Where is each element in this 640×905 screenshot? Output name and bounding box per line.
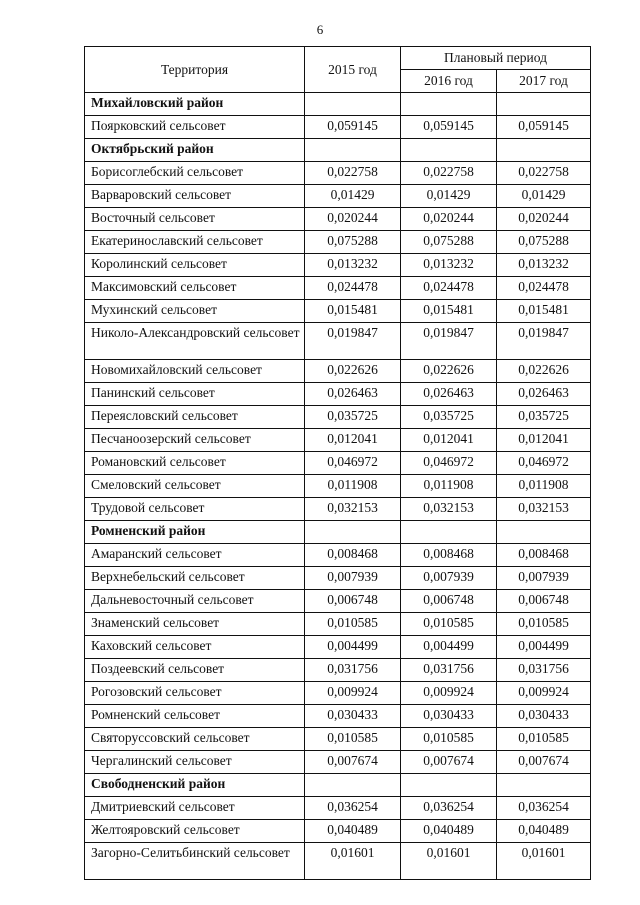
value-2017: 0,022626 (497, 360, 591, 383)
header-year-2016: 2016 год (401, 70, 497, 93)
value-2016: 0,030433 (401, 705, 497, 728)
value-2015: 0,036254 (305, 797, 401, 820)
value-2016: 0,006748 (401, 590, 497, 613)
value-2016: 0,046972 (401, 452, 497, 475)
value-2015: 0,004499 (305, 636, 401, 659)
table-row (85, 429, 591, 452)
value-2016: 0,031756 (401, 659, 497, 682)
value-2017: 0,01601 (497, 843, 591, 880)
table-row (85, 231, 591, 254)
table-row (85, 843, 591, 880)
territory-name: Трудовой сельсовет (85, 498, 305, 521)
territory-name: Поярковский сельсовет (85, 116, 305, 139)
value-2015: 0,007939 (305, 567, 401, 590)
territory-name: Дальневосточный сельсовет (85, 590, 305, 613)
table-row (85, 590, 591, 613)
territory-name: Загорно-Селитьбинский сельсовет (85, 843, 305, 880)
region-name: Михайловский район (85, 93, 305, 116)
value-2015: 0,013232 (305, 254, 401, 277)
territory-name: Каховский сельсовет (85, 636, 305, 659)
territory-name: Мухинский сельсовет (85, 300, 305, 323)
region-row (85, 93, 591, 116)
table-row (85, 820, 591, 843)
value-2016: 0,022626 (401, 360, 497, 383)
table-row (85, 452, 591, 475)
value-2015: 0,01429 (305, 185, 401, 208)
empty-cell (401, 521, 497, 544)
value-2017: 0,020244 (497, 208, 591, 231)
empty-cell (497, 139, 591, 162)
value-2016: 0,009924 (401, 682, 497, 705)
value-2016: 0,010585 (401, 728, 497, 751)
value-2016: 0,007939 (401, 567, 497, 590)
value-2015: 0,032153 (305, 498, 401, 521)
value-2015: 0,022758 (305, 162, 401, 185)
territory-name: Новомихайловский сельсовет (85, 360, 305, 383)
territory-name: Чергалинский сельсовет (85, 751, 305, 774)
territory-name: Переясловский сельсовет (85, 406, 305, 429)
region-row (85, 774, 591, 797)
header-territory: Территория (85, 47, 305, 93)
table-row (85, 544, 591, 567)
table-row (85, 498, 591, 521)
table-row (85, 300, 591, 323)
page-number: 6 (316, 22, 324, 37)
empty-cell (497, 93, 591, 116)
value-2016: 0,015481 (401, 300, 497, 323)
table-row (85, 567, 591, 590)
value-2016: 0,019847 (401, 323, 497, 360)
table-row (85, 797, 591, 820)
value-2015: 0,006748 (305, 590, 401, 613)
empty-cell (401, 93, 497, 116)
territory-name: Восточный сельсовет (85, 208, 305, 231)
table-header-row (85, 47, 591, 70)
table-row (85, 383, 591, 406)
header-planned-period: Плановый период (401, 47, 591, 70)
value-2017: 0,007674 (497, 751, 591, 774)
value-2017: 0,015481 (497, 300, 591, 323)
table-row (85, 254, 591, 277)
table-row (85, 682, 591, 705)
value-2017: 0,008468 (497, 544, 591, 567)
value-2016: 0,013232 (401, 254, 497, 277)
value-2015: 0,010585 (305, 728, 401, 751)
value-2015: 0,012041 (305, 429, 401, 452)
empty-cell (497, 521, 591, 544)
value-2016: 0,036254 (401, 797, 497, 820)
header-year-2017: 2017 год (497, 70, 591, 93)
empty-cell (305, 93, 401, 116)
value-2016: 0,01429 (401, 185, 497, 208)
value-2016: 0,024478 (401, 277, 497, 300)
table-row (85, 705, 591, 728)
territory-name: Амаранский сельсовет (85, 544, 305, 567)
region-row (85, 139, 591, 162)
value-2015: 0,019847 (305, 323, 401, 360)
value-2016: 0,012041 (401, 429, 497, 452)
value-2017: 0,046972 (497, 452, 591, 475)
table-row (85, 751, 591, 774)
territory-name: Знаменский сельсовет (85, 613, 305, 636)
value-2017: 0,006748 (497, 590, 591, 613)
territory-name: Поздеевский сельсовет (85, 659, 305, 682)
territory-name: Варваровский сельсовет (85, 185, 305, 208)
table-row (85, 277, 591, 300)
territory-name: Песчаноозерский сельсовет (85, 429, 305, 452)
empty-cell (305, 774, 401, 797)
table-row (85, 185, 591, 208)
region-row (85, 521, 591, 544)
value-2015: 0,031756 (305, 659, 401, 682)
value-2016: 0,01601 (401, 843, 497, 880)
value-2016: 0,022758 (401, 162, 497, 185)
territory-name: Рогозовский сельсовет (85, 682, 305, 705)
value-2016: 0,008468 (401, 544, 497, 567)
region-name: Октябрьский район (85, 139, 305, 162)
coefficients-table (84, 46, 591, 880)
territory-name: Дмитриевский сельсовет (85, 797, 305, 820)
value-2017: 0,030433 (497, 705, 591, 728)
territory-name: Панинский сельсовет (85, 383, 305, 406)
value-2015: 0,010585 (305, 613, 401, 636)
territory-name: Екатеринославский сельсовет (85, 231, 305, 254)
value-2017: 0,032153 (497, 498, 591, 521)
territory-name: Николо-Александровский сельсовет (85, 323, 305, 360)
value-2016: 0,011908 (401, 475, 497, 498)
value-2017: 0,012041 (497, 429, 591, 452)
value-2016: 0,004499 (401, 636, 497, 659)
value-2016: 0,040489 (401, 820, 497, 843)
value-2017: 0,01429 (497, 185, 591, 208)
region-name: Ромненский район (85, 521, 305, 544)
value-2017: 0,010585 (497, 613, 591, 636)
table-row (85, 360, 591, 383)
table-row (85, 636, 591, 659)
table-row (85, 406, 591, 429)
value-2015: 0,01601 (305, 843, 401, 880)
value-2015: 0,026463 (305, 383, 401, 406)
value-2016: 0,010585 (401, 613, 497, 636)
value-2017: 0,009924 (497, 682, 591, 705)
value-2015: 0,022626 (305, 360, 401, 383)
value-2017: 0,036254 (497, 797, 591, 820)
value-2016: 0,059145 (401, 116, 497, 139)
value-2017: 0,075288 (497, 231, 591, 254)
table-row (85, 162, 591, 185)
value-2016: 0,020244 (401, 208, 497, 231)
territory-name: Максимовский сельсовет (85, 277, 305, 300)
table-row (85, 323, 591, 360)
table-row (85, 208, 591, 231)
territory-name: Борисоглебский сельсовет (85, 162, 305, 185)
value-2017: 0,026463 (497, 383, 591, 406)
value-2015: 0,040489 (305, 820, 401, 843)
territory-name: Романовский сельсовет (85, 452, 305, 475)
value-2015: 0,009924 (305, 682, 401, 705)
value-2017: 0,031756 (497, 659, 591, 682)
value-2016: 0,075288 (401, 231, 497, 254)
value-2015: 0,059145 (305, 116, 401, 139)
table-body (85, 93, 591, 880)
territory-name: Верхнебельский сельсовет (85, 567, 305, 590)
value-2015: 0,046972 (305, 452, 401, 475)
empty-cell (305, 521, 401, 544)
value-2015: 0,011908 (305, 475, 401, 498)
value-2015: 0,007674 (305, 751, 401, 774)
value-2016: 0,035725 (401, 406, 497, 429)
territory-name: Святоруссовский сельсовет (85, 728, 305, 751)
table-row (85, 116, 591, 139)
table-row (85, 659, 591, 682)
empty-cell (401, 139, 497, 162)
value-2017: 0,040489 (497, 820, 591, 843)
value-2017: 0,035725 (497, 406, 591, 429)
value-2015: 0,008468 (305, 544, 401, 567)
territory-name: Ромненский сельсовет (85, 705, 305, 728)
value-2017: 0,024478 (497, 277, 591, 300)
value-2016: 0,007674 (401, 751, 497, 774)
value-2016: 0,026463 (401, 383, 497, 406)
value-2017: 0,019847 (497, 323, 591, 360)
territory-name: Королинский сельсовет (85, 254, 305, 277)
empty-cell (401, 774, 497, 797)
territory-name: Желтояровский сельсовет (85, 820, 305, 843)
value-2017: 0,004499 (497, 636, 591, 659)
value-2016: 0,032153 (401, 498, 497, 521)
value-2017: 0,011908 (497, 475, 591, 498)
table-row (85, 728, 591, 751)
value-2017: 0,022758 (497, 162, 591, 185)
territory-name: Смеловский сельсовет (85, 475, 305, 498)
empty-cell (497, 774, 591, 797)
value-2015: 0,030433 (305, 705, 401, 728)
header-year-2015: 2015 год (305, 47, 401, 93)
value-2017: 0,007939 (497, 567, 591, 590)
value-2017: 0,059145 (497, 116, 591, 139)
value-2015: 0,020244 (305, 208, 401, 231)
value-2017: 0,013232 (497, 254, 591, 277)
value-2017: 0,010585 (497, 728, 591, 751)
table-row (85, 475, 591, 498)
value-2015: 0,075288 (305, 231, 401, 254)
table-row (85, 613, 591, 636)
value-2015: 0,035725 (305, 406, 401, 429)
empty-cell (305, 139, 401, 162)
value-2015: 0,024478 (305, 277, 401, 300)
region-name: Свободненский район (85, 774, 305, 797)
value-2015: 0,015481 (305, 300, 401, 323)
